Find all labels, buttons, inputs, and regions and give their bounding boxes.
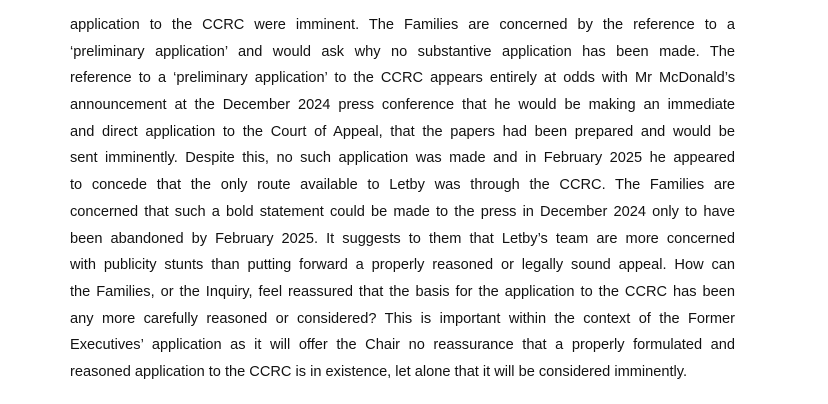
paragraph-line-9: been abandoned by February 2025. It suggests to them that Letby’s team are more concerned <box>70 230 735 247</box>
paragraph-line-14: reasoned application to the CCRC is in existence, let alone that it will be considered imminently. <box>70 363 688 380</box>
paragraph-line-11: the Families, or the Inquiry, feel reassured that the basis for the application to the CCRC has been <box>70 283 735 300</box>
paragraph-line-13: Executives’ application as it will offer the Chair no reassurance that a properly formulated and <box>70 337 735 354</box>
paragraph-line-1: application to the CCRC were imminent. The Families are concerned by the reference to a <box>70 17 735 33</box>
paragraph-line-3: reference to a ‘preliminary application’ to the CCRC appears entirely at odds with Mr McDonald’s <box>70 70 735 87</box>
paragraph-line-2: ‘preliminary application’ and would ask why no substantive application has been made. The <box>70 43 735 60</box>
paragraph-line-8: concerned that such a bold statement could be made to the press in December 2024 only to have <box>70 203 735 220</box>
paragraph-line-10: with publicity stunts than putting forward a properly reasoned or legally sound appeal. How can <box>70 257 735 274</box>
paragraph-line-4: announcement at the December 2024 press conference that he would be making an immediate <box>70 97 735 114</box>
body-paragraph <box>70 12 735 386</box>
paragraph-line-5: and direct application to the Court of Appeal, that the papers had been prepared and would be <box>70 123 735 140</box>
paragraph-line-7: to concede that the only route available to Letby was through the CCRC. The Families are <box>70 177 735 194</box>
paragraph-line-12: any more carefully reasoned or considered? This is important within the context of the Former <box>70 310 735 327</box>
paragraph-line-6: sent imminently. Despite this, no such application was made and in February 2025 he appeared <box>70 150 735 167</box>
